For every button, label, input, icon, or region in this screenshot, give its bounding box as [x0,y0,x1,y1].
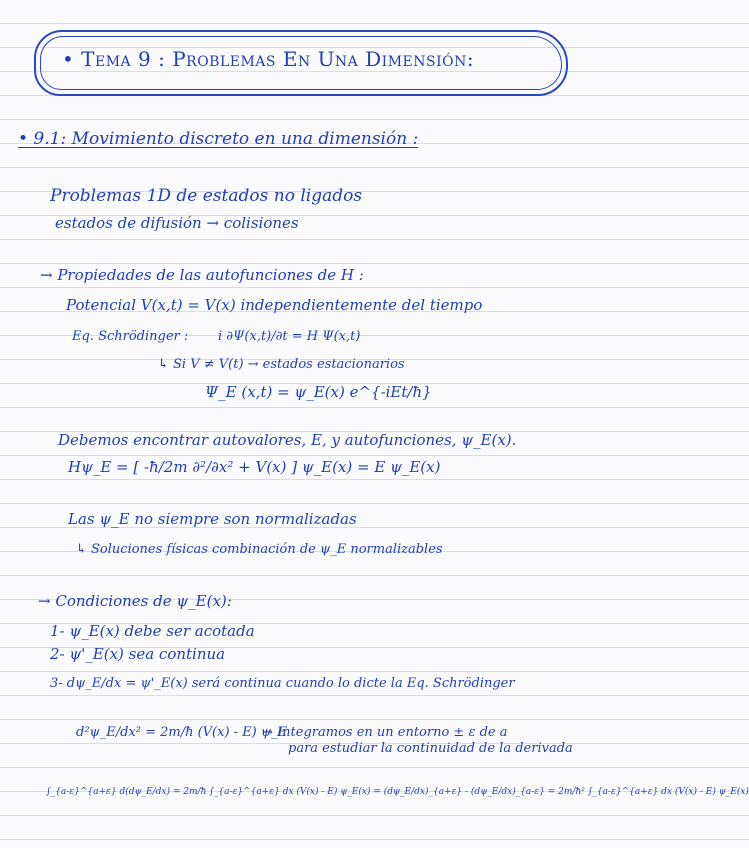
note-line-potential: Potencial V(x,t) = V(x) independientemente del tiempo [66,296,483,314]
second-derivative-equation: d²ψ_E/dx² = 2m/ħ (V(x) - E) ψ_E [76,725,288,740]
subheading-properties: → Propiedades de las autofunciones de H : [40,266,364,284]
note-line-stationary: ↳ Si V ≠ V(t) → estados estacionarios [158,357,405,372]
note-line-1: Problemas 1D de estados no ligados [50,186,363,206]
schrodinger-label: Eq. Schrödinger : [72,329,189,344]
integral-equation: ∫_{a-ε}^{a+ε} d(dψ_E/dx) = 2m/ħ ∫_{a-ε}^{a+ε} dx (V(x) - E) ψ_E(x) = (dψ_E/dx)_{a+ε} - (dψ_E/dx)_{a-ε} = 2m/ħ² ∫_{a-ε}^{a+ε} dx (V(x) - E) ψ_E(x) [46,787,749,797]
hamiltonian-equation: Hψ_E = [ -ħ/2m ∂²/∂x² + V(x) ] ψ_E(x) = E ψ_E(x) [68,458,441,476]
condition-1: 1- ψ_E(x) debe ser acotada [50,622,255,640]
subheading-conditions: → Condiciones de ψ_E(x): [38,592,232,610]
condition-2: 2- ψ'_E(x) sea continua [50,645,226,663]
schrodinger-equation: i ∂Ψ(x,t)/∂t = H Ψ(x,t) [218,329,361,344]
note-line-eigen: Debemos encontrar autovalores, E, y autofunciones, ψ_E(x). [58,431,517,449]
section-heading: • 9.1: Movimiento discreto en una dimensión : [18,129,419,149]
page-title: • Tema 9 : Problemas En Una Dimensión: [62,47,475,71]
integration-note: → Integramos en un entorno ± ε de a [262,725,508,740]
note-line-physical-solutions: ↳ Soluciones físicas combinación de ψ_E normalizables [76,542,443,557]
note-line-normalization: Las ψ_E no siempre son normalizadas [68,510,357,528]
continuity-note: para estudiar la continuidad de la derivada [288,741,573,756]
stationary-state-equation: Ψ_E (x,t) = ψ_E(x) e^{-iEt/ħ} [205,383,432,401]
condition-3: 3- dψ_E/dx = ψ'_E(x) será continua cuando lo dicte la Eq. Schrödinger [50,676,515,691]
note-line-2: estados de difusión → colisiones [55,214,299,232]
